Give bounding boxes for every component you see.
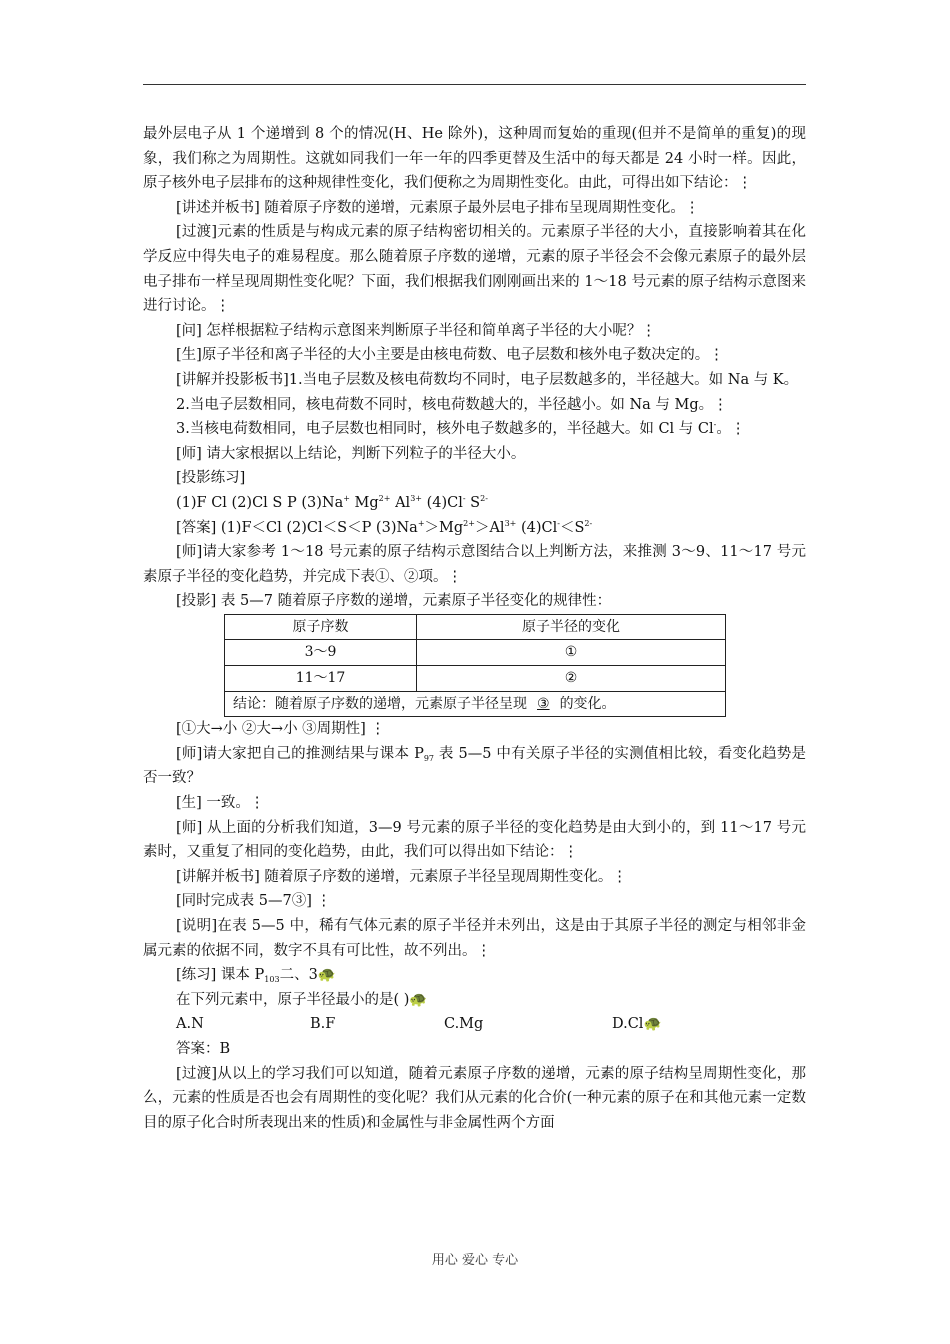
text: 二、3 [279,967,318,984]
text: (1)F Cl (2)Cl S P (3)Na [176,494,344,511]
question-line [143,988,806,1013]
paragraph: [师]请大家参考 1～18 号元素的原子结构示意图结合以上判断方法，来推测 3～9、11～17 号元素原子半径的变化趋势，并完成下表①、②项。⋮ [143,544,806,585]
text: [师]请大家把自己的推测结果与课本 P [176,745,424,762]
table-row [225,666,726,692]
text: Al [390,494,411,511]
text: 。⋮ [716,421,746,438]
table-row [225,640,726,666]
table-header-cell: 原子半径的变化 [417,614,726,640]
paragraph: 最外层电子从 1 个递增到 8 个的情况(H、He 除外)，这种周而复始的重现(但并不是简单的重复)的现象，我们称之为周期性。这就如同我们一年一年的四季更替及生活中的每天都是 24 小时一样。因此，原子核外电子层排布的这种规律性变化，我们便称之为周期性变化。由此，可得出如下结论：⋮ [143,126,806,192]
paragraph: [过渡]元素的性质是与构成元素的原子结构密切相关的。元素原子半径的大小，直接影响着其在化学反应中得失电子的难易程度。那么随着原子序数的递增，元素的原子半径会不会像元素原子的最外层电子排布一样呈现周期性变化呢？下面，我们根据我们刚刚画出来的 1～18 号元素的原子结构示意图来进行讨论。⋮ [143,224,806,315]
superscript: - [462,493,466,503]
subscript: 97 [423,753,435,763]
text: S [465,494,481,511]
table-cell: 11～17 [225,666,417,692]
paragraph: [讲解并投影板书]1.当电子层数及核电荷数均不同时，电子层数越多的，半径越大。如 Na 与 K。 [176,371,799,388]
table-cell: 3～9 [225,640,417,666]
paragraph: [过渡]从以上的学习我们可以知道，随着元素原子序数的递增，元素的原子结构呈周期性变化，那么，元素的性质是否也会有周期性的变化呢？我们从元素的化合价(一种元素的原子在和其他元素一定数目的原子化合时所表现出来的性质)和金属性与非金属性两个方面 [143,1065,806,1131]
answer-line: 答案：B [176,1040,231,1057]
paragraph [143,417,806,442]
option-b: B.F [310,1016,336,1033]
paragraph: [师] 从上面的分析我们知道，3—9 号元素的原子半径的变化趋势是由大到小的，到 11～17 号元素时，又重复了相同的变化趋势，由此，我们可以得出如下结论：⋮ [143,819,806,861]
table-cell: ① [417,640,726,666]
superscript: - [713,420,717,430]
turtle-icon: 🐢 [643,1016,662,1033]
paragraph: [讲解并板书] 随着原子序数的递增，元素原子半径呈现周期性变化。⋮ [176,868,627,885]
radius-table [224,614,726,717]
superscript: 2- [480,493,488,503]
table-conclusion-cell [225,691,726,717]
text: ＞Al [474,519,505,536]
paragraph: [同时完成表 5—7③] ⋮ [176,893,331,910]
answer-options [143,1012,806,1037]
superscript: 3+ [504,518,517,528]
text: (4)Cl [516,519,558,536]
option-d [612,1012,662,1037]
paragraph: [说明]在表 5—5 中，稀有气体元素的原子半径并未列出，这是由于其原子半径的测定与相邻非金属元素的依据不同，数字不具有可比性，故不列出。⋮ [143,918,806,959]
superscript: 3+ [410,493,422,503]
option-c: C.Mg [444,1016,484,1033]
paragraph: [投影练习] [176,470,246,487]
text: [答案] (1)F＜Cl (2)Cl＜S＜P (3)Na [176,519,418,536]
table-header-row [225,614,726,640]
text: D.Cl [612,1016,644,1033]
superscript: 2+ [463,518,475,528]
text: ＞Mg [424,519,464,536]
page-footer: 用心 爱心 专心 [431,1253,519,1268]
text: 结论：随着原子序数的递增，元素原子半径呈现 [233,695,527,712]
turtle-icon: 🐢 [317,967,336,984]
superscript: - [557,518,560,528]
superscript: 2- [584,518,593,528]
superscript: 2+ [378,493,391,503]
paragraph: [师] 请大家根据以上结论，判断下列粒子的半径大小。 [176,445,526,462]
answer-line [143,516,806,541]
paragraph: 2.当电子层数相同，核电荷数不同时，核电荷数越大的，半径越小。如 Na 与 Mg。⋮ [176,396,728,413]
document-body [143,122,806,1135]
table-header-cell: 原子序数 [225,614,417,640]
text: Mg [349,494,379,511]
paragraph: [生] 一致。⋮ [176,795,265,812]
paragraph [143,963,806,988]
turtle-icon: 🐢 [409,991,428,1008]
text: (4)Cl [421,494,463,511]
header-rule [143,84,806,85]
paragraph: [问] 怎样根据粒子结构示意图来判断原子半径和简单离子半径的大小呢？⋮ [176,322,656,339]
superscript: + [343,493,350,503]
paragraph: [①大→小 ②大→小 ③周期性] ⋮ [176,721,385,738]
exercise-line [143,491,806,516]
text: 3.当核电荷数相同，电子层数也相同时，核外电子数越多的，半径越大。如 Cl 与 Cl [176,421,714,438]
subscript: 103 [264,975,280,985]
option-a: A.N [176,1016,204,1033]
superscript: + [417,518,425,528]
paragraph: [生]原子半径和离子半径的大小主要是由核电荷数、电子层数和核外电子数决定的。⋮ [176,347,724,364]
text: 的变化。 [559,695,616,712]
text: 表 5—5 中有关原子半径的实测值相比较，看变化趋势是否一致？ [143,745,806,787]
table-conclusion-row [225,691,726,717]
paragraph: [投影] 表 5—7 随着原子序数的递增，元素原子半径变化的规律性： [176,593,612,610]
paragraph: [讲述并板书] 随着原子序数的递增，元素原子最外层电子排布呈现周期性变化。⋮ [176,199,700,216]
text: 在下列元素中，原子半径最小的是( ) [176,991,410,1008]
table-cell: ② [417,666,726,692]
text: [练习] 课本 P [176,967,265,984]
text: ＜S [559,519,585,536]
paragraph [143,742,806,791]
fill-blank: ③ [537,695,550,712]
